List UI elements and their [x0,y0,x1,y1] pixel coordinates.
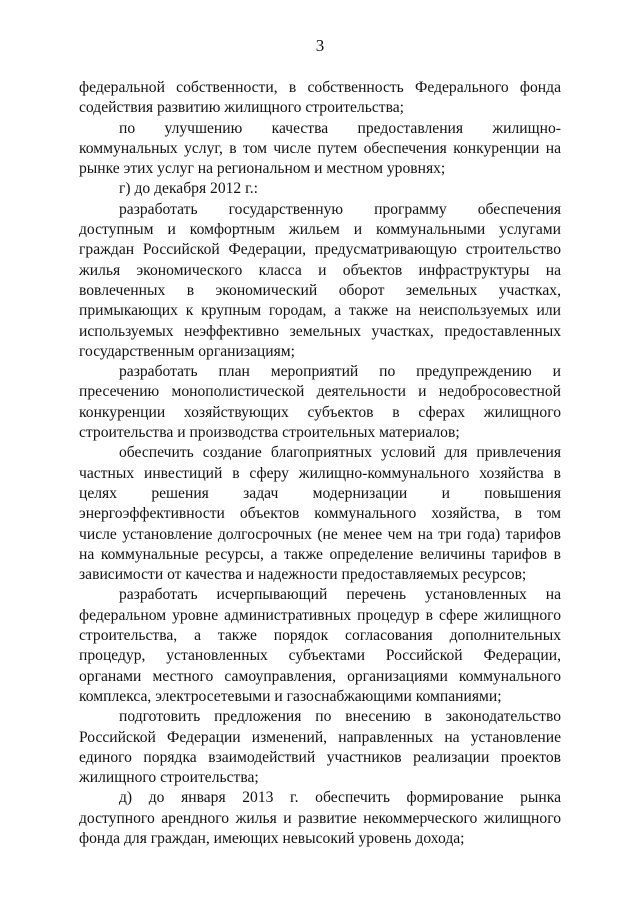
paragraph-line: федеральном уровне административных процедур в сфере жилищного [79,606,561,624]
paragraph-line: вовлеченных в экономический оборот земельных участках, [79,281,561,299]
paragraph-line: процедур, установленных субъектами Российской Федерации, [79,647,561,665]
paragraph-line: органами местного самоуправления, организациями коммунального [79,667,561,685]
paragraph [79,585,561,707]
paragraph-line: разработать план мероприятий по предупреждению и [119,363,561,381]
paragraph-line: фонда для граждан, имеющих невысокий уровень дохода; [79,829,465,847]
paragraph-line: доступным и комфортным жильем и коммунальными услугами [79,221,561,239]
paragraph-line: коммунальных услуг, в том числе путем обеспечения конкуренции на [79,139,561,157]
paragraph [79,362,561,443]
paragraph-line: государственным организациям; [79,342,295,360]
paragraph [79,443,561,585]
paragraph [79,78,561,119]
paragraph-line: содействия развитию жилищного строительства; [79,99,405,117]
paragraph-line: числе установление долгосрочных (не менее чем на три года) тарифов [79,525,561,543]
paragraph-line: разработать государственную программу обеспечения [119,200,561,218]
paragraph-line: строительства, а также порядок согласования дополнительных [79,627,561,645]
paragraph [79,200,561,362]
paragraph-line: рынке этих услуг на региональном и местном уровнях; [79,160,446,178]
paragraph [79,707,561,788]
paragraph-line: подготовить предложения по внесению в законодательство [119,708,561,726]
paragraph-line: граждан Российской Федерации, предусматривающую строительство [79,241,561,259]
paragraph-line: целях решения задач модернизации и повышения [79,484,561,502]
paragraph-line: используемых неэффективно земельных участках, предоставленных [79,322,561,340]
page-number: 3 [315,36,325,55]
paragraph-line: жилищного строительства; [79,769,259,787]
paragraph-line: жилья экономического класса и объектов инфраструктуры на [79,261,561,279]
paragraph-line: разработать исчерпывающий перечень установленных на [119,586,561,604]
paragraph-line: г) до декабря 2012 г.: [119,180,258,198]
paragraph-line: д) до января 2013 г. обеспечить формирование рынка [119,789,561,807]
paragraph-line: единого порядка взаимодействий участников реализации проектов [79,748,561,766]
paragraph-line: пресечению монополистической деятельности и недобросовестной [79,383,561,401]
paragraph-line: по улучшению качества предоставления жилищно- [119,119,561,137]
paragraph [79,119,561,180]
paragraph-line: энергоэффективности объектов коммунального хозяйства, в том [79,505,561,523]
paragraph-line: примыкающих к крупным городам, а также на неиспользуемых или [79,302,561,320]
paragraph [79,788,561,849]
paragraph [79,179,561,199]
paragraph-line: на коммунальные ресурсы, а также определение величины тарифов в [79,545,561,563]
paragraph-line: обеспечить создание благоприятных условий для привлечения [119,444,561,462]
paragraph-line: доступного арендного жилья и развитие некоммерческого жилищного [79,809,561,827]
paragraph-line: Российской Федерации изменений, направленных на установление [79,728,561,746]
document-body [79,78,561,849]
paragraph-line: комплекса, электросетевыми и газоснабжающими компаниями; [79,687,502,705]
paragraph-line: строительства и производства строительных материалов; [79,424,460,442]
paragraph-line: федеральной собственности, в собственность Федерального фонда [79,79,561,96]
paragraph-line: зависимости от качества и надежности предоставляемых ресурсов; [79,566,527,584]
paragraph-line: конкуренции хозяйствующих субъектов в сферах жилищного [79,403,561,421]
paragraph-line: частных инвестиций в сферу жилищно-коммунального хозяйства в [79,464,561,482]
